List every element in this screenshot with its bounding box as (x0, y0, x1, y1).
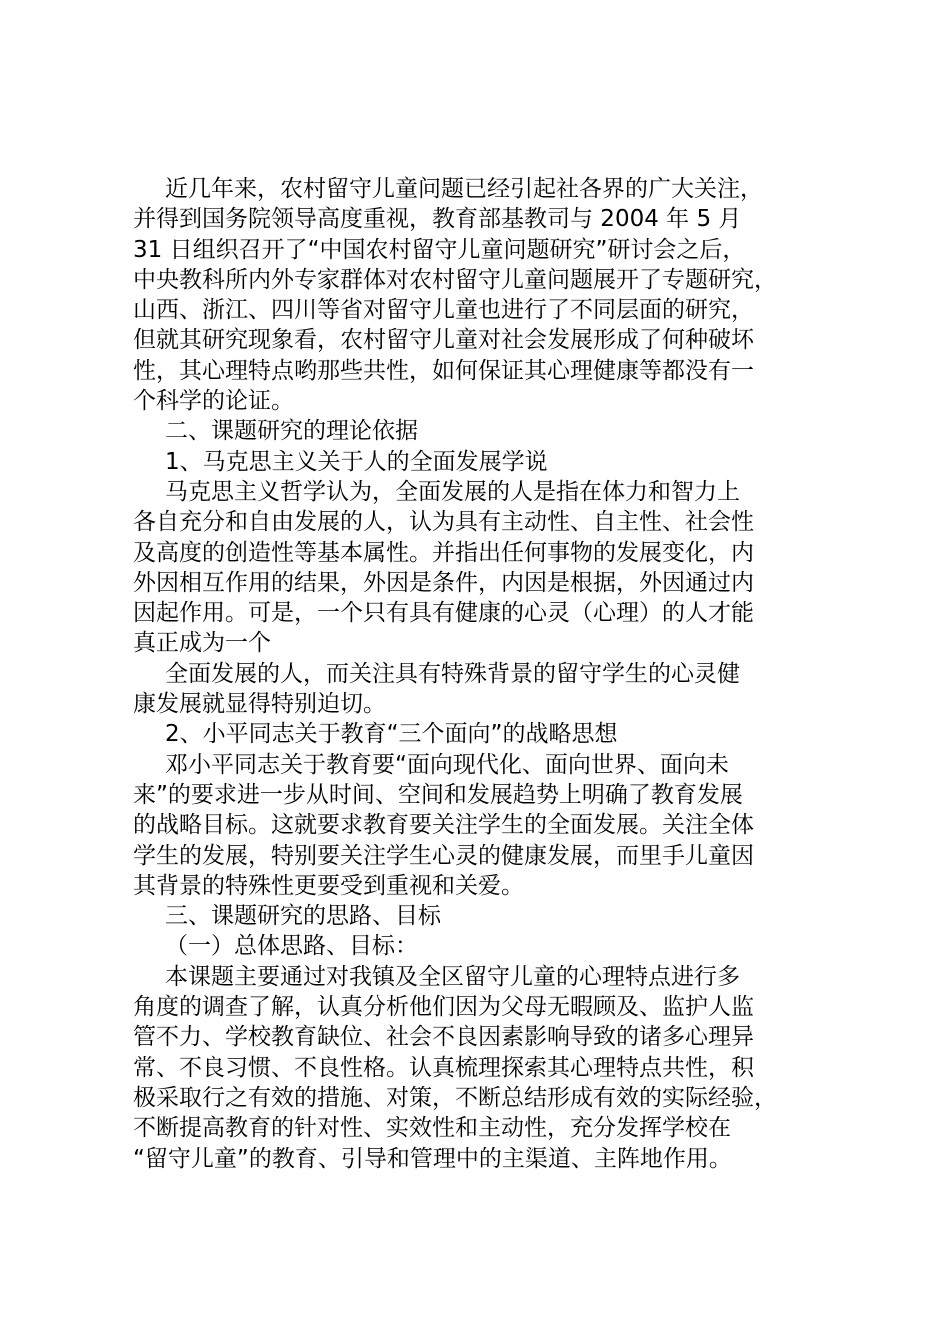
text-line: 二、课题研究的理论依据 (165, 418, 418, 445)
text-line: 因起作用。可是，一个只有具有健康的心灵（心理）的人才能 (133, 600, 754, 627)
text-line: 各自充分和自由发展的人，认为具有主动性、自主性、社会性 (133, 509, 754, 536)
text-line: 中央教科所内外专家群体对农村留守儿童问题展开了专题研究， (133, 266, 777, 293)
text-line: 学生的发展，特别要关注学生心灵的健康发展，而里手儿童因 (133, 842, 754, 869)
text-line: 并得到国务院领导高度重视，教育部基教司与 2004 年 5 月 (133, 206, 742, 233)
text-line: 真正成为一个 (133, 630, 271, 657)
text-line: 31 日组织召开了“中国农村留守儿童问题研究”研讨会之后， (133, 236, 746, 263)
text-line: 不断提高教育的针对性、实效性和主动性，充分发挥学校在 (133, 1115, 731, 1142)
text-line: 全面发展的人，而关注具有特殊背景的留守学生的心灵健 (165, 660, 740, 687)
text-line: 性，其心理特点哟那些共性，如何保证其心理健康等都没有一 (133, 357, 754, 384)
text-line: 近几年来，农村留守儿童问题已经引起社各界的广大关注， (165, 176, 763, 202)
text-line: “留守儿童”的教育、引导和管理中的主渠道、主阵地作用。 (133, 1145, 732, 1172)
text-line: 三、课题研究的思路、目标 (165, 903, 441, 930)
text-line: 马克思主义哲学认为，全面发展的人是指在体力和智力上 (165, 478, 740, 505)
text-line: 极采取行之有效的措施、对策，不断总结形成有效的实际经验， (133, 1084, 777, 1111)
text-line: 来”的要求进一步从时间、空间和发展趋势上明确了教育发展 (133, 781, 743, 808)
text-line: 山西、浙江、四川等省对留守儿童也进行了不同层面的研究， (133, 297, 754, 324)
text-line: 1、马克思主义关于人的全面发展学说 (165, 448, 548, 475)
text-line: （一）总体思路、目标： (165, 933, 418, 960)
text-line: 的战略目标。这就要求教育要关注学生的全面发展。关注全体 (133, 812, 754, 839)
text-line: 管不力、学校教育缺位、社会不良因素影响导致的诸多心理异 (133, 1024, 754, 1051)
text-line: 康发展就显得特别迫切。 (133, 691, 386, 718)
text-line: 但就其研究现象看，农村留守儿童对社会发展形成了何种破坏 (133, 327, 754, 354)
text-line: 常、不良习惯、不良性格。认真梳理探索其心理特点共性，积 (133, 1054, 754, 1081)
body-text (133, 174, 853, 1174)
text-line: 本课题主要通过对我镇及全区留守儿童的心理特点进行多 (165, 963, 740, 990)
text-line: 邓小平同志关于教育要“面向现代化、面向世界、面向未 (165, 751, 729, 778)
text-line: 其背景的特殊性更要受到重视和关爱。 (133, 872, 524, 899)
text-line: 及高度的创造性等基本属性。并指出任何事物的发展变化，内 (133, 539, 754, 566)
text-line: 个科学的论证。 (133, 388, 294, 415)
text-line: 角度的调查了解，认真分析他们因为父母无暇顾及、监护人监 (133, 994, 754, 1021)
text-line: 2、小平同志关于教育“三个面向”的战略思想 (165, 721, 618, 748)
text-line: 外因相互作用的结果，外因是条件，内因是根据，外因通过内 (133, 569, 754, 596)
